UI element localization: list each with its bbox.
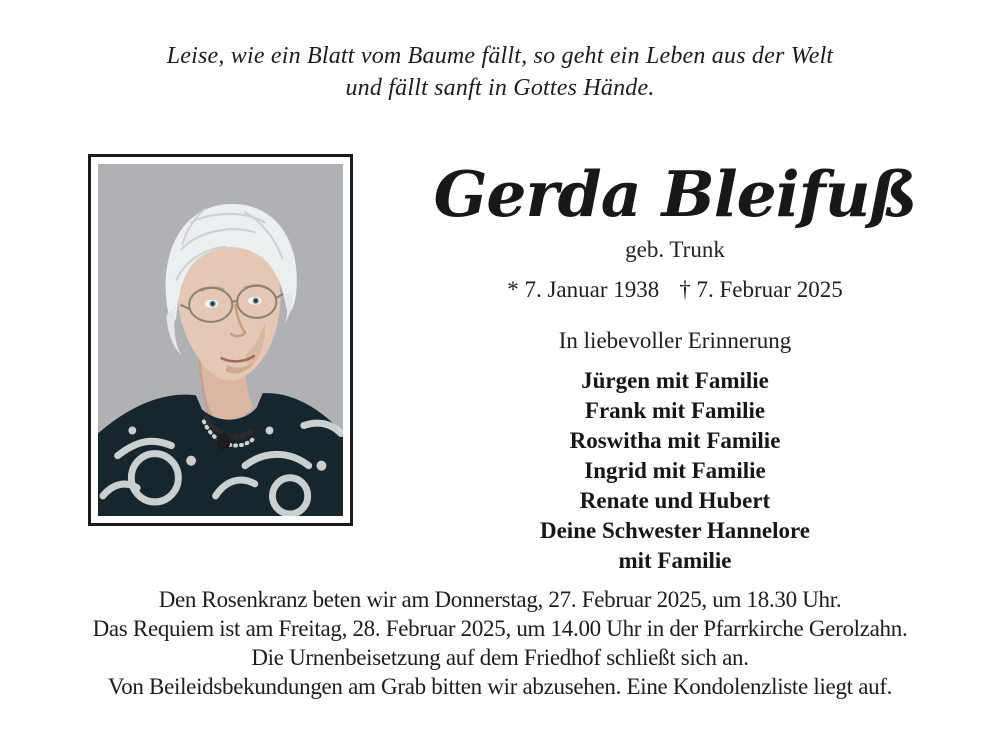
mourner-entry: Ingrid mit Familie <box>584 458 766 483</box>
mourner-entry: mit Familie <box>618 548 732 573</box>
life-dates <box>375 277 975 303</box>
announcement-line: Von Beileidsbekundungen am Grab bitten wir abzusehen. Eine Kondolenzliste liegt auf. <box>107 674 893 699</box>
mourners-list <box>375 366 975 576</box>
announcement-line: Die Urnenbeisetzung auf dem Friedhof schließt sich an. <box>251 645 749 670</box>
mourner-entry: Renate und Hubert <box>579 488 771 513</box>
deceased-name: Gerda Bleifuß <box>433 157 917 231</box>
funeral-announcements <box>0 585 1000 701</box>
portrait-illustration <box>98 164 343 516</box>
mourner-entry: Frank mit Familie <box>584 398 766 423</box>
epitaph-line-1: Leise, wie ein Blatt vom Baume fällt, so geht ein Leben aus der Welt <box>166 43 834 69</box>
death-date: † 7. Februar 2025 <box>679 277 843 302</box>
epitaph-verse <box>0 40 1000 104</box>
mourner-entry: Deine Schwester Hannelore <box>539 518 810 543</box>
birth-date: * 7. Januar 1938 <box>507 277 660 302</box>
announcement-line: Das Requiem ist am Freitag, 28. Februar 2025, um 14.00 Uhr in der Pfarrkirche Gerolzahn. <box>92 616 908 641</box>
memorial-heading: In liebevoller Erinnerung <box>558 328 792 353</box>
maiden-name: geb. Trunk <box>625 237 725 262</box>
epitaph-line-2: und fällt sanft in Gottes Hände. <box>345 75 655 101</box>
portrait-photo <box>88 154 353 526</box>
mourner-entry: Roswitha mit Familie <box>569 428 781 453</box>
mourner-entry: Jürgen mit Familie <box>581 368 769 393</box>
announcement-line: Den Rosenkranz beten wir am Donnerstag, 27. Februar 2025, um 18.30 Uhr. <box>158 587 842 612</box>
